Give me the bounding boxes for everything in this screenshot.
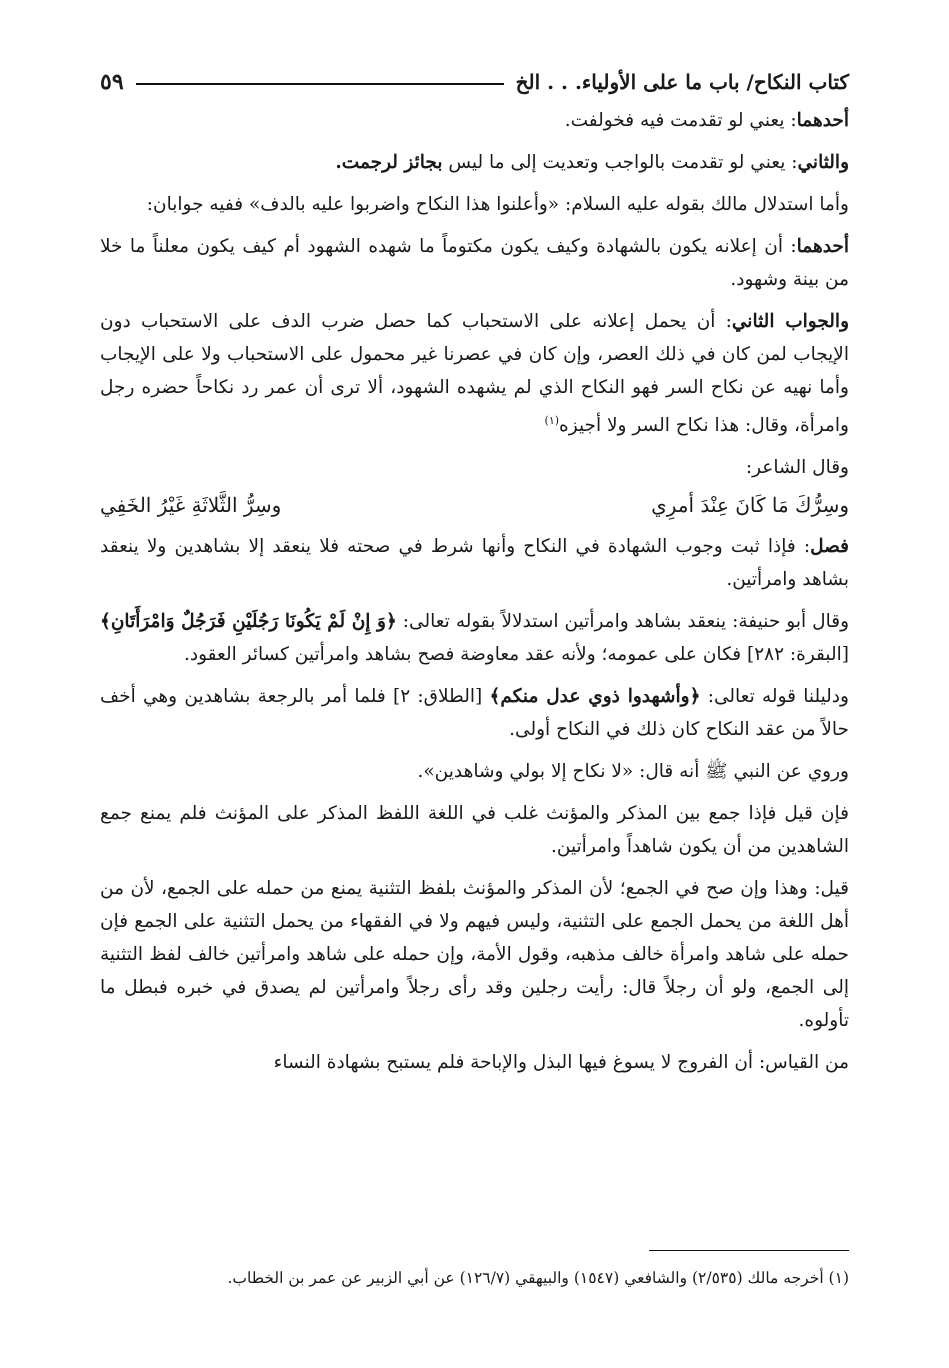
paragraph-lead: أحدهما [796,236,849,257]
paragraph-text: : فإذا ثبت وجوب الشهادة في النكاح وأنها شرط في صحته فلا ينعقد إلا بشاهدين ولا ينعقد بشاهد وامرأتين. [100,536,849,591]
paragraph-text: فإن قيل فإذا جمع بين المذكر والمؤنث غلب في اللغة اللفظ المذكر على المؤنث فلم يمنع جمع الشاهدين من أن يكون شاهداً وامرأتين. [100,803,849,858]
paragraph [100,451,849,484]
paragraph-lead: فصل [810,536,849,558]
chapter-title: كتاب النكاح/ باب ما على الأولياء. . . الخ [515,70,849,94]
quran-quote: ﴿وأشهدوا ذوي عدل منكم﴾ [489,686,701,708]
paragraph-text: وأما استدلال مالك بقوله عليه السلام: «وأعلنوا هذا النكاح واضربوا عليه بالدف» ففيه جوابان: [146,194,849,215]
paragraph [100,230,849,296]
paragraph-bold-tail: بجائز لرجمت. [335,152,443,173]
paragraph-text: وقال الشاعر: [745,457,849,479]
page-number: ٥٩ [100,69,124,95]
paragraph [100,188,849,221]
paragraph-text: : أن يحمل إعلانه على الاستحباب كما حصل ضرب الدف على الاستحباب دون الإيجاب لمن كان في ذلك العصر، وإن كان في عصرنا غير محمول على الاستحباب ولا على الإيجاب وأما نهيه عن نكاح السر فهو النكاح الذي لم يشهده الشهود، ألا ترى أن عمر رد نكاحاً حضره رجل وامرأة، وقال: هذا نكاح السر ولا أجيزه [100,311,849,437]
paragraph [100,755,849,788]
paragraph-text: : أن إعلانه يكون بالشهادة وكيف يكون مكتوماً ما شهده الشهود أم كيف يكون معلناً ما خلا من بينة وشهود. [100,236,849,290]
paragraph [100,680,849,746]
paragraph-text: من القياس: أن الفروج لا يسوغ فيها البذل والإباحة فلم يستبح بشهادة النساء [273,1052,849,1074]
paragraph [100,146,849,179]
header-rule [136,83,504,85]
verse-first-hemistich: وسِرُّكَ مَا كَانَ عِنْدَ أمرِي [651,493,849,518]
quran-quote: ﴿وَ إِنْ لَمْ يَكُونَا رَجُلَيْنِ فَرَجُلٌ وَامْرَأَتَانِ﴾ [100,611,397,633]
paragraph-text: : يعني لو تقدمت فيه فخولفت. [564,110,797,131]
paragraph-text: وقال أبو حنيفة: ينعقد بشاهد وامرأتين استدلالاً بقوله تعالى: [396,611,849,633]
paragraph [100,104,849,137]
main-text [100,104,849,1079]
verse-second-hemistich: وسِرُّ الثَّلاثَةِ غَيْرُ الخَفِي [100,493,282,518]
paragraph [100,872,849,1037]
paragraph-lead: والجواب الثاني [731,311,849,332]
paragraph-lead: والثاني [797,152,849,173]
paragraph-text: ودليلنا قوله تعالى: [700,686,849,708]
book-page [100,60,849,1368]
footnote-separator [649,1250,849,1251]
paragraph-text: وروي عن النبي ﷺ أنه قال: «لا نكاح إلا بولي وشاهدين». [417,761,849,783]
paragraph-text: : يعني لو تقدمت بالواجب وتعديت إلى ما ليس [442,152,798,173]
paragraph [100,797,849,863]
paragraph-text-after: [البقرة: ٢٨٢] فكان على عمومه؛ ولأنه عقد معاوضة فصح بشاهد وامرأتين كسائر العقود. [184,644,849,666]
footnote-marker: (١) [544,414,560,427]
paragraph [100,1046,849,1079]
footnote: (١) أخرجه مالك (٢/٥٣٥) والشافعي (١٥٤٧) والبيهقي (١٢٦/٧) عن أبي الزبير عن عمر بن الخطاب. [227,1269,849,1287]
paragraph [100,305,849,442]
paragraph-lead: أحدهما [796,110,849,131]
poem-verse [100,488,849,522]
paragraph [100,530,849,596]
paragraph-text-after: [الطلاق: ٢] فلما أمر بالرجعة بشاهدين وهي أخف حالاً من عقد النكاح كان ذلك في النكاح أولى. [100,686,849,741]
paragraph-text: قيل: وهذا وإن صح في الجمع؛ لأن المذكر والمؤنث بلفظ التثنية يمنع من حمله على الجمع، لأن من أهل اللغة من يحمل الجمع على التثنية، وليس فيهم ولا في الفقهاء من يحمل التثنية على الجمع فإن حمله على شاهد وامرأة خالف مذهبه، وقول الأمة، وإن حمله على شاهد وامرأتين خالف لفظ التثنية إلى الجمع، ولو أن رجلاً قال: رأيت رجلين وقد رأى رجلاً وامرأتين لم يصدق في خبره فبطل ما تأولوه. [100,878,849,1032]
paragraph [100,605,849,671]
running-header [100,60,849,104]
